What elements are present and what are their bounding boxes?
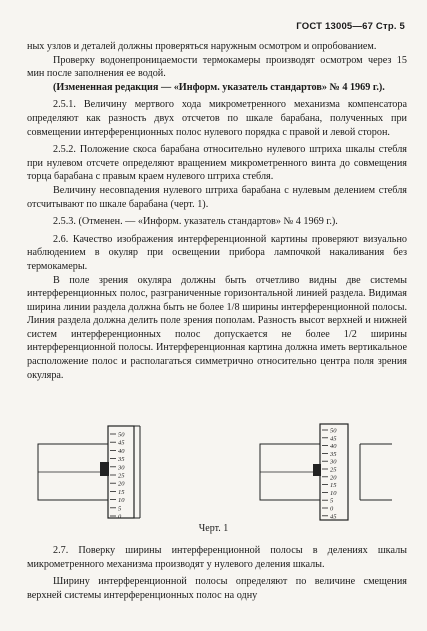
right-tick-label-4: 30 [330,458,337,466]
text-column-2 [27,544,407,602]
paragraph-5: 2.5.2. Положение скоса барабана относительно нулевого штриха шкалы стебля при нулевом отсчете определяют вращением микрометренного винта до совмещения торца барабана с правым краем нулевого штриха стебля. [27,144,407,183]
left-tick-label-3: 35 [118,456,125,464]
left-tick-label-5: 25 [118,472,125,480]
paragraph-8: 2.6. Качество изображения интерференционной картины проверяют визуально наблюдением в окуляр при освещении прибора лампочкой накаливания без термокамеры. [27,233,407,272]
page-header: ГОСТ 13005—67 Стр. 5 [296,21,405,32]
right-tick-label-1: 45 [330,435,337,443]
paragraph-7: 2.5.3. (Отменен. — «Информ. указатель стандартов» № 4 1969 г.). [53,216,338,228]
paragraph-4: 2.5.1. Величину мертвого хода микрометренного механизма компенсатора определяют как разность двух отсчетов по шкале барабана, полученных при совмещении интерференционных полос нулевого порядка с правой и левой сторон. [27,99,407,138]
drawing-1 [30,416,405,528]
left-tick-label-4: 30 [118,464,125,472]
paragraph-1: ных узлов и деталей должны проверяться наружным осмотром и опробованием. [27,41,377,52]
right-tick-label-3: 35 [330,450,337,458]
left-tick-label-6: 20 [118,480,125,488]
right-tick-label-2: 40 [330,443,337,451]
right-tick-label-10: 0 [330,505,334,513]
right-tick-label-7: 15 [330,482,337,490]
paragraph-11: Ширину интерференционной полосы определяют по величине смещения верхней системы интерференционных полос на одну [27,576,407,601]
right-tick-label-6: 20 [330,474,337,482]
left-tick-label-8: 10 [118,497,125,505]
right-tick-label-9: 5 [330,497,334,505]
paragraph-3: (Измененная редакция — «Информ. указатель стандартов» № 4 1969 г.). [53,81,385,93]
paragraph-9: В поле зрения окуляра должны быть отчетливо видны две системы интерференционных полос, разграниченные горизонтальной линией раздела. Видимая ширина линии раздела должна быть не более 1/8 ширины интерференционной полосы. Линия раздела должна делить поле зрения пополам. Разность высот верхней и нижней систем интерференционных полос допускается не более 1/2 ширины интерференционной полосы. Интерференционная картина должна иметь вертикальное расположение полос и располагаться симметрично относительно центра поля зрения окуляра. [27,274,407,381]
left-tick-label-9: 5 [118,505,122,513]
left-tick-label-1: 45 [118,439,125,447]
right-tick-label-0: 50 [330,427,337,435]
right-tick-label-11: 45 [330,513,337,521]
left-micrometer-drawing [38,426,140,521]
text-column [27,40,407,382]
paragraph-10: 2.7. Поверку ширины интерференционной полосы в делениях шкалы микрометренного механизма производят у нулевого деления шкалы. [27,545,407,570]
left-tick-label-7: 15 [118,488,125,496]
paragraph-6: Величину несовпадения нулевого штриха барабана с нулевым делением стебля отсчитывают по шкале барабана (черт. 1). [27,184,407,210]
right-tick-label-5: 25 [330,466,337,474]
right-micrometer-drawing [260,424,392,520]
right-tick-label-8: 10 [330,489,337,497]
figure-caption: Черт. 1 [198,523,229,534]
left-tick-label-0: 50 [118,431,125,439]
left-tick-label-10: 0 [118,513,122,521]
paragraph-2: Проверку водонепроницаемости термокамеры производят осмотром через 15 мин после заполнения ее водой. [27,54,407,80]
left-tick-label-2: 40 [118,447,125,455]
